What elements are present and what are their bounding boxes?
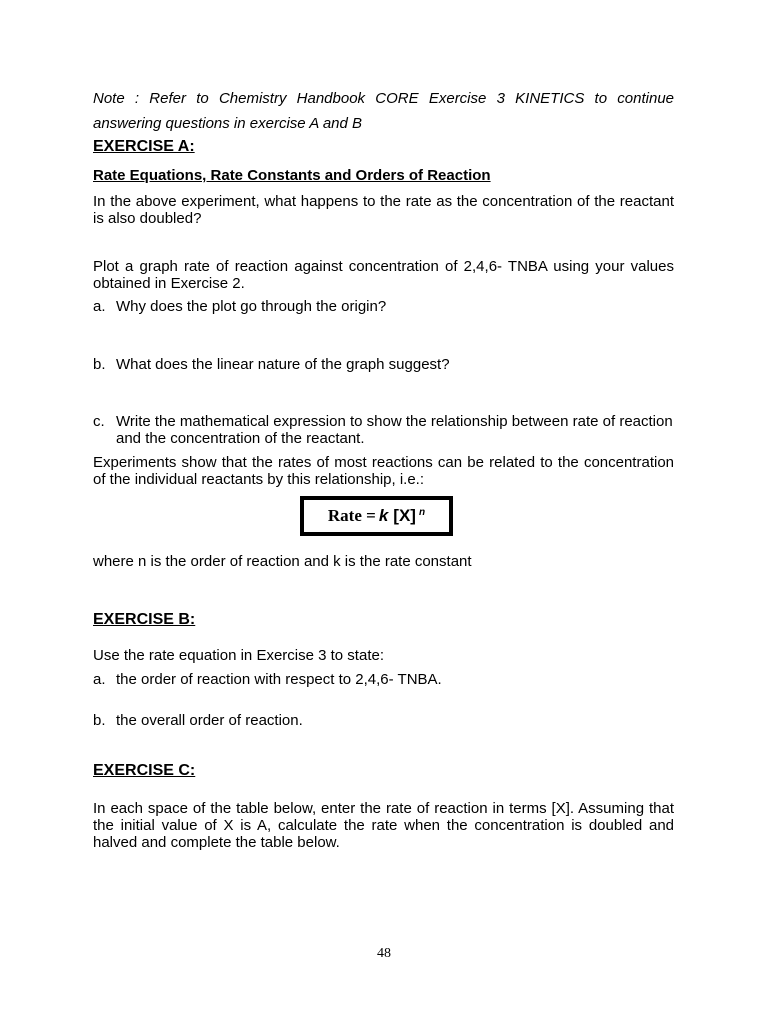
list-marker: b. — [93, 712, 106, 729]
formula-k: k — [378, 506, 389, 525]
list-text: the order of reaction with respect to 2,4,6- TNBA. — [116, 671, 442, 688]
formula-n: n — [418, 506, 426, 518]
list-marker: a. — [93, 671, 106, 688]
list-text: Write the mathematical expression to show the relationship between rate of reaction and the concentration of the reactant. — [116, 413, 673, 447]
list-text: the overall order of reaction. — [116, 712, 303, 729]
exercise-c-text: In each space of the table below, enter the rate of reaction in terms [X]. Assuming that the initial value of X is A, calculate the rate when the concentration is doubled and halved and complete the table below. — [93, 800, 674, 851]
list-text: Why does the plot go through the origin? — [116, 298, 387, 315]
list-item-b — [93, 356, 674, 373]
exercise-a-heading: EXERCISE A: — [93, 138, 195, 155]
list-marker: c. — [93, 413, 105, 430]
note-text: Note : Refer to Chemistry Handbook CORE Exercise 3 KINETICS to continue answering questions in exercise A and B — [93, 90, 674, 132]
exercise-b-heading: EXERCISE B: — [93, 611, 196, 628]
exercise-b-intro: Use the rate equation in Exercise 3 to state: — [93, 647, 384, 664]
where-text: where n is the order of reaction and k is the rate constant — [93, 553, 472, 570]
exercise-a-question-2: Plot a graph rate of reaction against concentration of 2,4,6- TNBA using your values obtained in Exercise 2. — [93, 258, 674, 292]
exercise-b-item-b — [93, 712, 674, 729]
list-text: What does the linear nature of the graph suggest? — [116, 356, 450, 373]
list-item-a — [93, 298, 674, 315]
formula-rate: Rate = — [327, 506, 376, 525]
list-item-c — [93, 413, 674, 447]
experiments-text: Experiments show that the rates of most reactions can be related to the concentration of the individual reactants by this relationship, i.e.: — [93, 454, 674, 488]
page-number: 48 — [377, 946, 391, 961]
list-marker: a. — [93, 298, 106, 315]
rate-equation-box — [300, 496, 453, 536]
exercise-a-subheading: Rate Equations, Rate Constants and Orders of Reaction — [93, 167, 491, 184]
list-marker: b. — [93, 356, 106, 373]
exercise-c-heading: EXERCISE C: — [93, 762, 196, 779]
exercise-a-question-1: In the above experiment, what happens to the rate as the concentration of the reactant is also doubled? — [93, 193, 674, 227]
formula-x: [X] — [393, 506, 416, 525]
exercise-b-item-a — [93, 671, 674, 688]
